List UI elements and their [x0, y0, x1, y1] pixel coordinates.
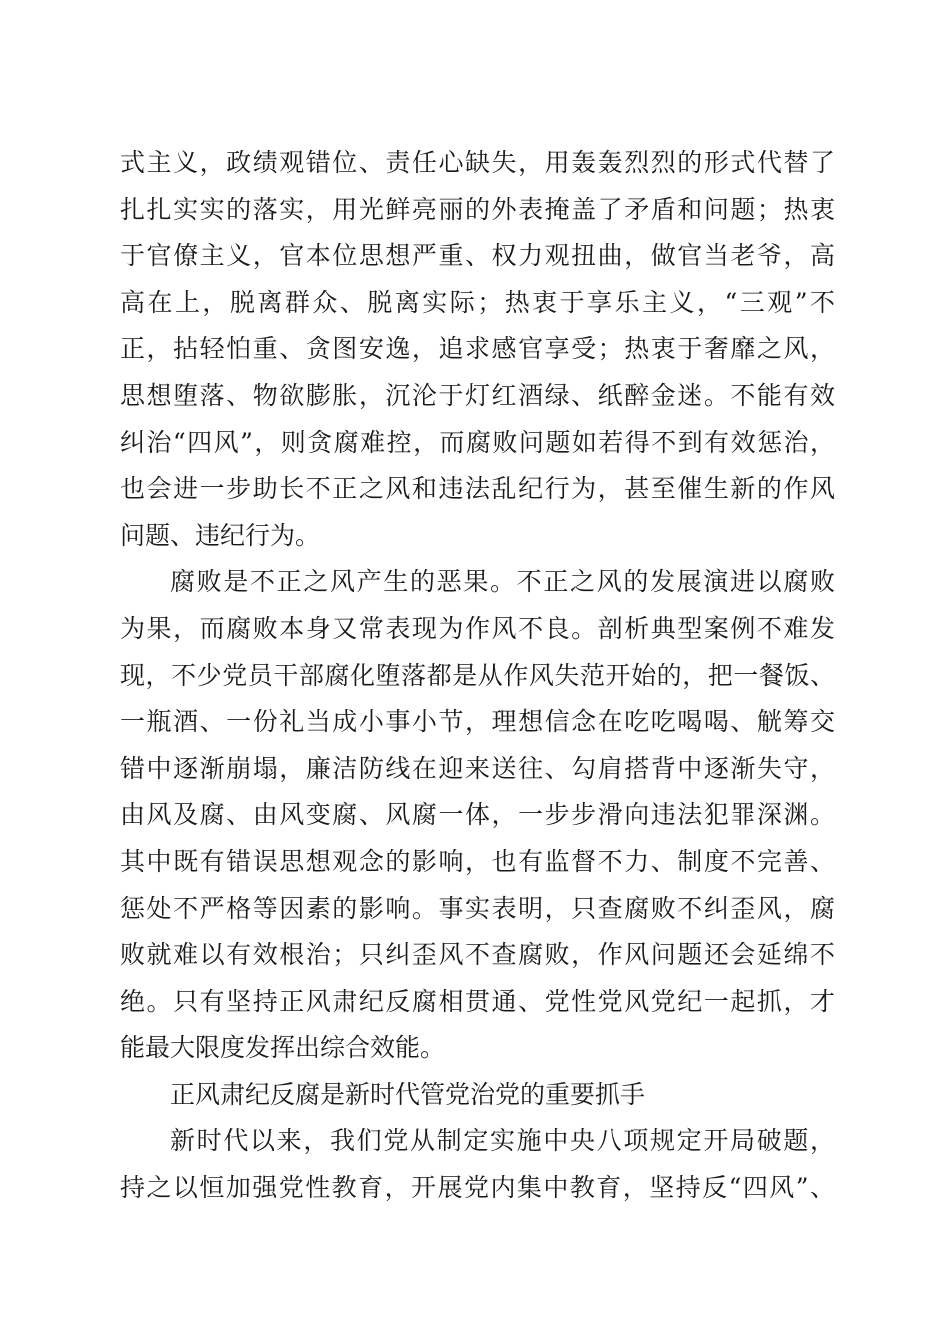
text-line: 为果，而腐败本身又常表现为作风不良。剖析典型案例不难发: [120, 613, 835, 643]
text-line: 错中逐渐崩塌，廉洁防线在迎来送往、勾肩搭背中逐渐失守，: [120, 753, 835, 783]
section-heading: 正风肃纪反腐是新时代管党治党的重要抓手: [170, 1079, 646, 1109]
paragraph-end-line: 能最大限度发挥出综合效能。: [120, 1033, 446, 1063]
text-line: 高在上，脱离群众、脱离实际；热衷于享乐主义，“三观”不: [120, 287, 835, 317]
text-line: 正，拈轻怕重、贪图安逸，追求感官享受；热衷于奢靡之风，: [120, 334, 835, 364]
paragraph-start-line: 新时代以来，我们党从制定实施中央八项规定开局破题，: [170, 1126, 835, 1156]
paragraph-start-line: 腐败是不正之风产生的恶果。不正之风的发展演进以腐败: [170, 567, 835, 597]
text-line: 也会进一步助长不正之风和违法乱纪行为，甚至催生新的作风: [120, 474, 835, 504]
text-line: 纠治“四风”，则贪腐难控，而腐败问题如若得不到有效惩治，: [120, 427, 835, 457]
text-line: 惩处不严格等因素的影响。事实表明，只查腐败不纠歪风，腐: [120, 893, 835, 923]
text-line: 败就难以有效根治；只纠歪风不查腐败，作风问题还会延绵不: [120, 940, 835, 970]
text-line: 其中既有错误思想观念的影响，也有监督不力、制度不完善、: [120, 846, 835, 876]
text-line: 于官僚主义，官本位思想严重、权力观扭曲，做官当老爷，高: [120, 241, 835, 271]
text-line: 现，不少党员干部腐化堕落都是从作风失范开始的，把一餐饭、: [120, 660, 835, 690]
body-text: [120, 140, 835, 1212]
text-line: 持之以恒加强党性教育，开展党内集中教育，坚持反“四风”、: [120, 1173, 835, 1203]
text-line: 绝。只有坚持正风肃纪反腐相贯通、党性党风党纪一起抓，才: [120, 986, 835, 1016]
paragraph-end-line: 问题、违纪行为。: [120, 520, 321, 550]
text-line: 式主义，政绩观错位、责任心缺失，用轰轰烈烈的形式代替了: [120, 148, 835, 177]
text-line: 一瓶酒、一份礼当成小事小节，理想信念在吃吃喝喝、觥筹交: [120, 707, 835, 737]
text-line: 扎扎实实的落实，用光鲜亮丽的外表掩盖了矛盾和问题；热衷: [120, 194, 835, 224]
text-line: 思想堕落、物欲膨胀，沉沦于灯红酒绿、纸醉金迷。不能有效: [120, 380, 835, 410]
text-line: 由风及腐、由风变腐、风腐一体，一步步滑向违法犯罪深渊。: [120, 800, 835, 830]
